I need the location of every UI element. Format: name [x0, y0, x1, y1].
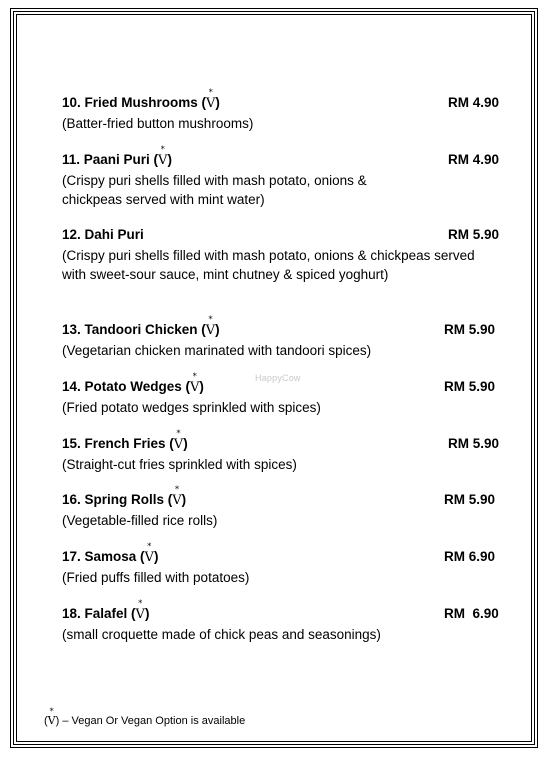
item-title: 12. Dahi Puri: [62, 227, 144, 242]
watermark: HappyCow: [255, 373, 301, 383]
menu-item-falafel: [62, 599, 502, 644]
item-price: RM 5.90: [444, 492, 496, 507]
vegan-icon: * V: [190, 372, 200, 395]
item-price: RM 5.90: [444, 379, 496, 394]
vegan-icon: * V: [206, 88, 216, 111]
menu-item-french-fries: [62, 429, 502, 474]
item-title: 10. Fried Mushrooms ( * V): [62, 88, 220, 111]
item-description: (Fried puffs filled with potatoes): [62, 570, 250, 585]
item-title: 18. Falafel ( * V): [62, 599, 150, 622]
menu-item-fried-mushrooms: [62, 88, 502, 133]
item-price: RM 6.90: [444, 549, 496, 564]
item-price: RM 5.90: [448, 227, 500, 242]
menu-item-spring-rolls: [62, 485, 502, 530]
item-title: 15. French Fries ( * V): [62, 429, 188, 452]
item-title: 17. Samosa ( * V): [62, 542, 159, 565]
item-title: 13. Tandoori Chicken ( * V): [62, 315, 220, 338]
vegan-icon: * V: [135, 599, 145, 622]
vegan-icon: * V: [144, 542, 154, 565]
vegan-icon: * V: [172, 485, 182, 508]
vegan-legend: ( * V) – Vegan Or Vegan Option is available: [44, 707, 246, 727]
menu-item-samosa: [62, 542, 502, 587]
menu-item-tandoori-chicken: [62, 315, 502, 360]
item-price: RM 5.90: [448, 436, 500, 451]
item-description: (small croquette made of chick peas and seasonings): [62, 627, 381, 642]
item-price: RM 5.90: [444, 322, 496, 337]
item-description: (Vegetarian chicken marinated with tandoori spices): [62, 343, 372, 358]
item-price: RM 6.90: [444, 606, 499, 621]
item-description: (Fried potato wedges sprinkled with spices): [62, 400, 321, 415]
menu-item-paani-puri: [62, 145, 502, 209]
menu-item-potato-wedges: [62, 372, 502, 417]
menu-item-dahi-puri: [62, 226, 502, 284]
item-title: 14. Potato Wedges ( * V): [62, 372, 204, 395]
vegan-icon: * V: [47, 707, 56, 727]
vegan-icon: * V: [205, 315, 216, 338]
item-description: (Crispy puri shells filled with mash potato, onions & chickpeas served with sweet-sour sauce, mint chutney & spiced yoghurt): [62, 248, 475, 282]
item-price: RM 4.90: [448, 95, 500, 110]
vegan-icon: * V: [158, 145, 168, 168]
item-description: (Batter-fried button mushrooms): [62, 116, 254, 131]
item-description: (Straight-cut fries sprinkled with spices): [62, 457, 297, 472]
item-title: 16. Spring Rolls ( * V): [62, 485, 187, 508]
item-description: (Vegetable-filled rice rolls): [62, 513, 218, 528]
item-price: RM 4.90: [448, 152, 500, 167]
item-description: (Crispy puri shells filled with mash potato, onions & chickpeas served with mint water): [62, 173, 367, 207]
vegan-icon: * V: [173, 429, 184, 452]
item-title: 11. Paani Puri ( * V): [62, 145, 172, 168]
